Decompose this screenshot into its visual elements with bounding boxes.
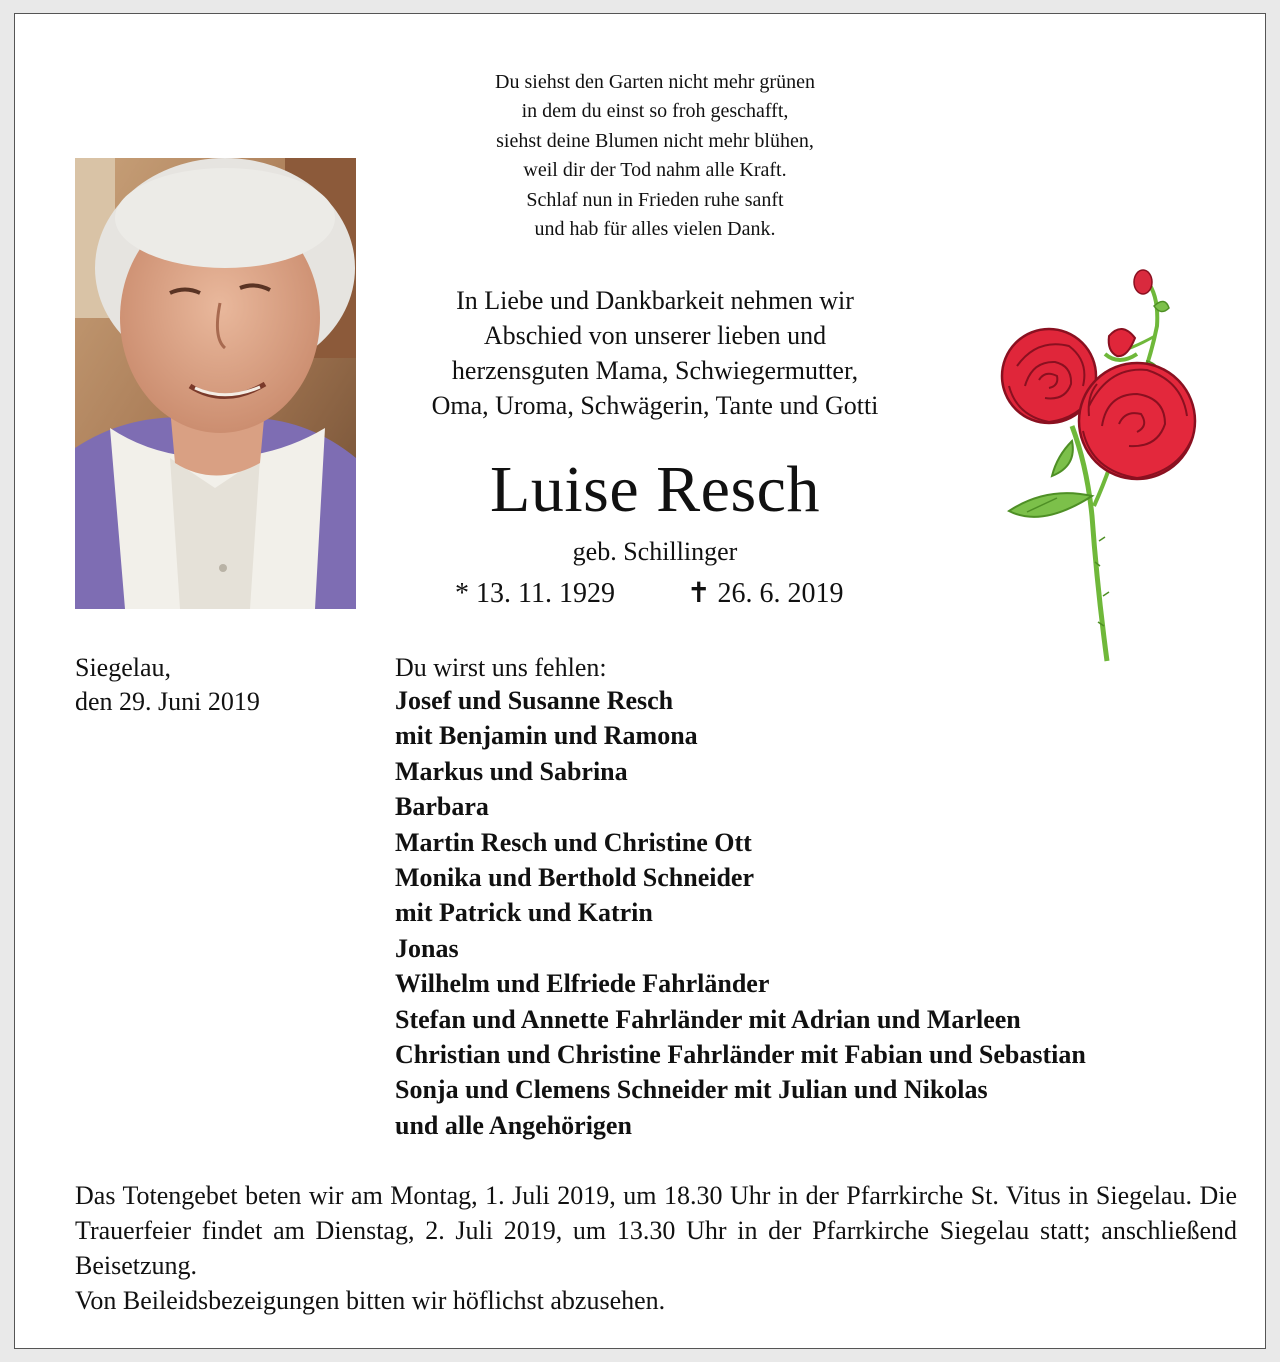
poem-line: und hab für alles vielen Dank. (534, 218, 776, 241)
intro-line: In Liebe und Dankbarkeit nehmen wir (456, 286, 854, 315)
family-member: Barbara (395, 792, 489, 822)
birth-name: geb. Schillinger (572, 537, 738, 566)
family-member: Stefan und Annette Fahrländer mit Adrian und Marleen (395, 1004, 1021, 1034)
family-member: Sonja und Clemens Schneider mit Julian und Nikolas (395, 1075, 988, 1105)
family-member: Markus und Sabrina (395, 756, 628, 786)
deceased-name: Luise Resch (490, 453, 820, 526)
birth-date: * 13. 11. 1929 (455, 578, 615, 609)
intro-text (375, 283, 935, 423)
missing-line: Du wirst uns fehlen: (395, 653, 607, 682)
rose-illustration (997, 266, 1212, 666)
family-member: Wilhelm und Elfriede Fahrländer (395, 969, 770, 999)
place: Siegelau, (75, 653, 172, 682)
date: den 29. Juni 2019 (75, 687, 260, 716)
service-text: Das Totengebet beten wir am Montag, 1. Juli 2019, um 18.30 Uhr in der Pfarrkirche St. Vitus in Siegelau. Die Trauerfeier findet am Dienstag, 2. Juli 2019, um 13.30 Uhr in der Pfarrkirche Siegelau statt; anschließend Beisetzung. (75, 1181, 1237, 1280)
poem-line: siehst deine Blumen nicht mehr blühen, (496, 129, 814, 152)
place-date (75, 651, 260, 719)
intro-line: Oma, Uroma, Schwägerin, Tante und Gotti (431, 391, 879, 420)
family-list (395, 683, 1086, 1143)
family-member: mit Patrick und Katrin (395, 898, 653, 928)
poem-line: in dem du einst so froh geschafft, (521, 100, 789, 123)
family-member: Martin Resch und Christine Ott (395, 827, 752, 857)
death-date: ✝ 26. 6. 2019 (687, 578, 844, 609)
poem-line: Schlaf nun in Frieden ruhe sanft (526, 188, 784, 211)
family-member: Josef und Susanne Resch (395, 686, 674, 715)
family-member: Jonas (395, 933, 459, 963)
obituary-notice (14, 13, 1266, 1349)
portrait-photo (75, 158, 356, 609)
service-info (75, 1178, 1237, 1318)
poem-line: weil dir der Tod nahm alle Kraft. (523, 159, 787, 182)
intro-line: Abschied von unserer lieben und (483, 321, 827, 350)
poem (395, 68, 915, 244)
family-member: mit Benjamin und Ramona (395, 721, 698, 751)
family-member: Monika und Berthold Schneider (395, 863, 755, 893)
family-member: Christian und Christine Fahrländer mit Fabian und Sebastian (395, 1040, 1086, 1070)
poem-line: Du siehst den Garten nicht mehr grünen (495, 71, 815, 93)
family-member: und alle Angehörigen (395, 1110, 632, 1140)
condolence-request: Von Beileidsbezeigungen bitten wir höflichst abzusehen. (75, 1286, 666, 1315)
intro-line: herzensguten Mama, Schwiegermutter, (451, 356, 859, 385)
